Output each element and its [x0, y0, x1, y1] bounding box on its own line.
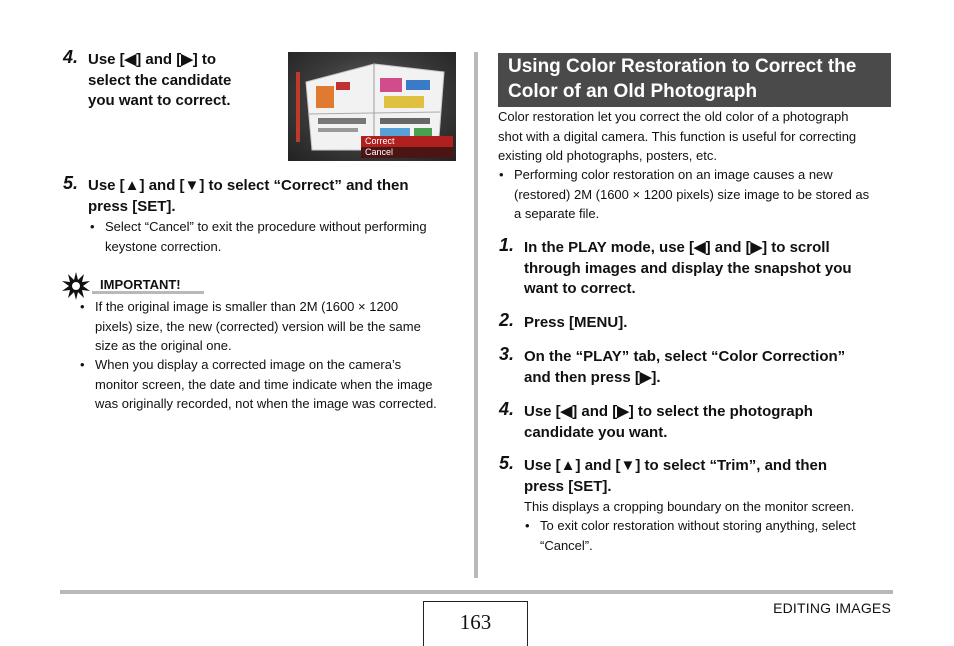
section-heading: [498, 53, 891, 107]
step-number: 4.: [63, 47, 79, 67]
step-text-line: want to correct.: [524, 280, 636, 297]
section-label: EDITING IMAGES: [773, 600, 891, 616]
step-text-line: candidate you want.: [524, 423, 668, 441]
intro-bullet: • Performing color restoration on an image causes a new (restored) 2M (1600 × 1200 pixels) size image to be stored as a separate file.: [499, 165, 899, 224]
bullet-line: was originally recorded, not when the image was corrected.: [95, 396, 437, 411]
step-number: 5.: [63, 173, 79, 193]
footer-rule: [60, 590, 893, 594]
left-step-5: [63, 173, 463, 217]
important-header: [62, 272, 204, 298]
step-text-line: select the candidate: [88, 71, 232, 89]
step-number: 2.: [499, 310, 515, 330]
right-step-5-note: This displays a cropping boundary on the monitor screen.: [524, 499, 855, 514]
step-text-line: press [SET].: [88, 197, 176, 215]
important-bullet-1: • If the original image is smaller than 2M (1600 × 1200 pixels) size, the new (corrected) version will be the same size as the original one.: [80, 297, 465, 356]
step-number: 5.: [499, 453, 515, 473]
left-step-5-bullet: • Select “Cancel” to exit the procedure without performing keystone correction.: [90, 217, 460, 256]
page-number: 163: [423, 601, 528, 646]
intro-paragraph: [498, 107, 898, 166]
bullet-line: “Cancel”.: [540, 537, 593, 553]
step-text-line: through images and display the snapshot you: [524, 259, 852, 277]
menu-item-cancel[interactable]: Cancel: [361, 147, 453, 158]
camera-monitor-image: [288, 52, 456, 161]
step-text-line: you want to correct.: [88, 92, 231, 109]
step-text-line: press [SET].: [524, 477, 612, 495]
intro-line: shot with a digital camera. This function is useful for correcting: [498, 128, 857, 144]
step-text-line: Use [▲] and [▼] to select “Trim”, and then: [524, 457, 828, 474]
right-step-1: [499, 235, 899, 300]
intro-line: Color restoration let you correct the old color of a photograph: [498, 109, 849, 124]
right-step-5-bullet: • To exit color restoration without storing anything, select “Cancel”.: [525, 516, 895, 555]
right-step-5: [499, 453, 899, 497]
bullet-line: When you display a corrected image on the camera’s: [95, 357, 402, 372]
step-text-line: Press [MENU].: [524, 314, 628, 331]
step-number: 3.: [499, 344, 515, 364]
bullet-line: a separate file.: [514, 206, 600, 221]
step-text-line: Use [◀] and [▶] to: [88, 51, 217, 68]
bullet-line: size as the original one.: [95, 338, 232, 353]
bullet-line: keystone correction.: [105, 238, 222, 254]
warning-burst-icon: [62, 272, 90, 300]
bullet-line: (restored) 2M (1600 × 1200 pixels) size image to be stored as: [514, 186, 870, 202]
step-text-line: Use [▲] and [▼] to select “Correct” and then: [88, 177, 409, 194]
right-step-3: [499, 344, 899, 388]
step-text-line: Use [◀] and [▶] to select the photograph: [524, 403, 813, 420]
bullet-line: If the original image is smaller than 2M (1600 × 1200: [95, 299, 399, 314]
step-text-line: and then press [▶].: [524, 368, 661, 386]
heading-line: Color of an Old Photograph: [508, 80, 758, 102]
correction-menu: [361, 136, 453, 158]
bullet-line: monitor screen, the date and time indicate when the image: [95, 376, 433, 392]
step-number: 4.: [499, 399, 515, 419]
heading-line: Using Color Restoration to Correct the: [508, 56, 857, 77]
step-number: 1.: [499, 235, 515, 255]
right-step-4: [499, 399, 899, 443]
intro-line: existing old photographs, posters, etc.: [498, 148, 717, 163]
important-bullet-2: • When you display a corrected image on the camera’s monitor screen, the date and time indicate when the image was originally recorded, not when the image was corrected.: [80, 355, 465, 414]
bullet-line: Performing color restoration on an image causes a new: [514, 167, 833, 182]
left-step-4: [63, 47, 273, 112]
menu-item-correct[interactable]: Correct: [361, 136, 453, 147]
step-text-line: On the “PLAY” tab, select “Color Correction”: [524, 348, 846, 365]
column-divider: [474, 52, 478, 578]
step-text-line: In the PLAY mode, use [◀] and [▶] to scroll: [524, 239, 830, 256]
right-step-2: [499, 310, 899, 334]
bullet-line: To exit color restoration without storing anything, select: [540, 518, 856, 533]
important-label: IMPORTANT!: [100, 277, 181, 292]
bullet-line: pixels) size, the new (corrected) version will be the same: [95, 318, 421, 334]
bullet-line: Select “Cancel” to exit the procedure without performing: [105, 219, 427, 234]
